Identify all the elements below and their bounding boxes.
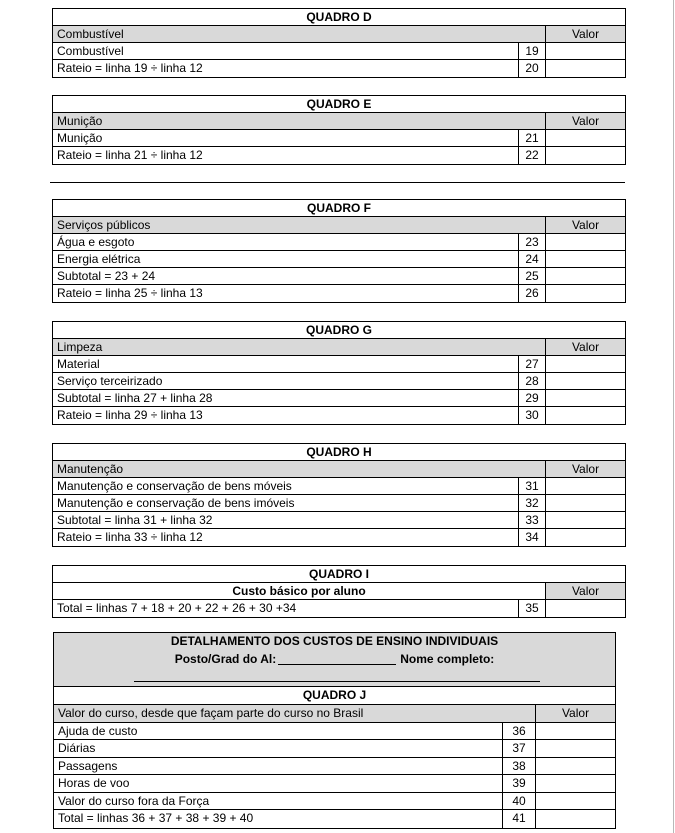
row-number: 35: [518, 600, 545, 617]
row-label: Total = linhas 36 + 37 + 38 + 39 + 40: [58, 811, 254, 825]
quadro-e: [52, 95, 626, 165]
divider-line: [50, 182, 625, 183]
table-row: [53, 478, 625, 495]
table-row: [53, 130, 625, 147]
row-label: Ajuda de custo: [58, 723, 138, 738]
quadro-e-header: [53, 113, 625, 130]
header-label: Serviços públicos: [57, 218, 151, 232]
quadro-f-title: QUADRO F: [53, 200, 625, 217]
value-cell[interactable]: [545, 60, 625, 77]
header-label: Limpeza: [57, 340, 103, 354]
row-label: Energia elétrica: [57, 252, 141, 266]
value-cell[interactable]: [545, 251, 625, 267]
quadro-i-header: [53, 583, 625, 600]
header-valor: Valor: [545, 339, 625, 355]
row-label: Combustível: [57, 44, 124, 58]
table-row: [53, 512, 625, 529]
value-cell[interactable]: [545, 130, 625, 146]
value-cell[interactable]: [545, 495, 625, 511]
row-label: Água e esgoto: [57, 235, 135, 249]
row-number: 39: [502, 775, 535, 792]
value-cell[interactable]: [535, 740, 615, 757]
row-number: 41: [502, 810, 535, 828]
value-cell[interactable]: [535, 793, 615, 810]
table-row: [53, 407, 625, 424]
row-label: Valor do curso fora da Força: [58, 793, 210, 808]
row-label: Manutenção e conservação de bens imóveis: [57, 496, 295, 510]
row-label: Material: [57, 357, 100, 371]
value-cell[interactable]: [545, 147, 625, 164]
row-number: 21: [518, 130, 545, 146]
value-cell[interactable]: [535, 810, 615, 828]
table-row: [54, 740, 615, 758]
table-row: [53, 251, 625, 268]
value-cell[interactable]: [545, 478, 625, 494]
quadro-h: [52, 443, 626, 547]
header-label: Combustível: [57, 27, 124, 41]
row-number: 28: [518, 373, 545, 389]
header-valor: Valor: [545, 113, 625, 129]
row-label: Manutenção e conservação de bens móveis: [57, 479, 292, 493]
quadro-g-title: QUADRO G: [53, 322, 625, 339]
row-label: Horas de voo: [58, 776, 130, 790]
row-label: Subtotal = 23 + 24: [57, 269, 156, 283]
posto-label: Posto/Grad do Al:: [174, 652, 277, 666]
row-number: 40: [502, 793, 535, 810]
row-number: 22: [518, 147, 545, 164]
quadro-i-title: QUADRO I: [53, 566, 625, 583]
row-label: Rateio = linha 19 ÷ linha 12: [57, 61, 203, 75]
table-row: [53, 373, 625, 390]
value-cell[interactable]: [545, 512, 625, 528]
row-number: 36: [502, 723, 535, 740]
row-label: Subtotal = linha 27 + linha 28: [57, 391, 213, 405]
table-row: [54, 810, 615, 828]
value-cell[interactable]: [545, 356, 625, 372]
header-label: Custo básico por aluno: [232, 584, 366, 598]
row-label: Total = linhas 7 + 18 + 20 + 22 + 26 + 30 +34: [57, 601, 297, 615]
table-row: [53, 285, 625, 302]
row-label: Serviço terceirizado: [57, 374, 163, 388]
row-number: 20: [518, 60, 545, 77]
page-edge: [673, 0, 674, 833]
table-row: [54, 793, 615, 811]
quadro-e-title: QUADRO E: [53, 96, 625, 113]
value-cell[interactable]: [545, 390, 625, 406]
row-number: 26: [518, 285, 545, 302]
row-number: 19: [518, 43, 545, 59]
table-row: [53, 43, 625, 60]
header-valor: Valor: [545, 217, 625, 233]
table-row: [53, 529, 625, 546]
quadro-f: [52, 199, 626, 303]
posto-blank-field[interactable]: [278, 652, 396, 665]
quadro-d-title: QUADRO D: [53, 9, 625, 26]
value-cell[interactable]: [545, 43, 625, 59]
row-label: Munição: [57, 131, 103, 145]
posto-nome-line: [54, 650, 615, 668]
quadro-i: [52, 565, 626, 618]
header-label: Munição: [57, 114, 103, 128]
row-label: Passagens: [58, 758, 118, 773]
table-row: [53, 390, 625, 407]
header-label: Manutenção: [57, 462, 124, 476]
value-cell[interactable]: [545, 285, 625, 302]
table-row: [54, 758, 615, 776]
row-label: Subtotal = linha 31 + linha 32: [57, 513, 213, 527]
value-cell[interactable]: [545, 407, 625, 424]
table-row: [53, 60, 625, 77]
row-number: 24: [518, 251, 545, 267]
value-cell[interactable]: [545, 529, 625, 546]
row-number: 38: [502, 758, 535, 775]
row-number: 30: [518, 407, 545, 424]
table-row: [53, 147, 625, 164]
row-number: 34: [518, 529, 545, 546]
table-row: [53, 600, 625, 617]
header-valor: Valor: [545, 461, 625, 477]
row-number: 32: [518, 495, 545, 511]
quadro-j-header: [54, 705, 615, 723]
quadro-f-header: [53, 217, 625, 234]
header-valor: Valor: [545, 583, 625, 599]
row-number: 37: [502, 740, 535, 757]
row-label: Diárias: [58, 741, 96, 755]
quadro-j-title: QUADRO J: [54, 687, 615, 705]
row-number: 23: [518, 234, 545, 250]
row-number: 31: [518, 478, 545, 494]
table-row: [53, 234, 625, 251]
table-row: [54, 775, 615, 793]
row-number: 29: [518, 390, 545, 406]
detalhamento-block: [53, 632, 616, 829]
value-cell[interactable]: [535, 723, 615, 740]
value-cell[interactable]: [545, 234, 625, 250]
row-label: Rateio = linha 33 ÷ linha 12: [57, 530, 203, 544]
value-cell[interactable]: [535, 758, 615, 775]
header-valor: Valor: [535, 705, 615, 722]
quadro-d-header: [53, 26, 625, 43]
value-cell[interactable]: [535, 775, 615, 792]
row-label: Rateio = linha 29 ÷ linha 13: [57, 408, 203, 422]
detalhamento-title: DETALHAMENTO DOS CUSTOS DE ENSINO INDIVIDUAIS: [170, 634, 499, 648]
quadro-h-header: [53, 461, 625, 478]
row-number: 33: [518, 512, 545, 528]
quadro-d: [52, 8, 626, 78]
quadro-g-header: [53, 339, 625, 356]
row-number: 25: [518, 268, 545, 284]
table-row: [53, 495, 625, 512]
table-row: [53, 268, 625, 285]
table-row: [53, 356, 625, 373]
header-valor: Valor: [545, 26, 625, 42]
header-label: Valor do curso, desde que façam parte do curso no Brasil: [58, 706, 364, 720]
quadro-g: [52, 321, 626, 425]
detalhamento-header: [54, 633, 615, 687]
nome-label: Nome completo:: [400, 652, 495, 666]
table-row: [54, 723, 615, 741]
row-label: Rateio = linha 25 ÷ linha 13: [57, 286, 203, 300]
value-cell[interactable]: [545, 373, 625, 389]
nome-blank-line[interactable]: [54, 668, 615, 686]
row-number: 27: [518, 356, 545, 372]
quadro-h-title: QUADRO H: [53, 444, 625, 461]
row-label: Rateio = linha 21 ÷ linha 12: [57, 148, 203, 162]
value-cell[interactable]: [545, 600, 625, 617]
value-cell[interactable]: [545, 268, 625, 284]
